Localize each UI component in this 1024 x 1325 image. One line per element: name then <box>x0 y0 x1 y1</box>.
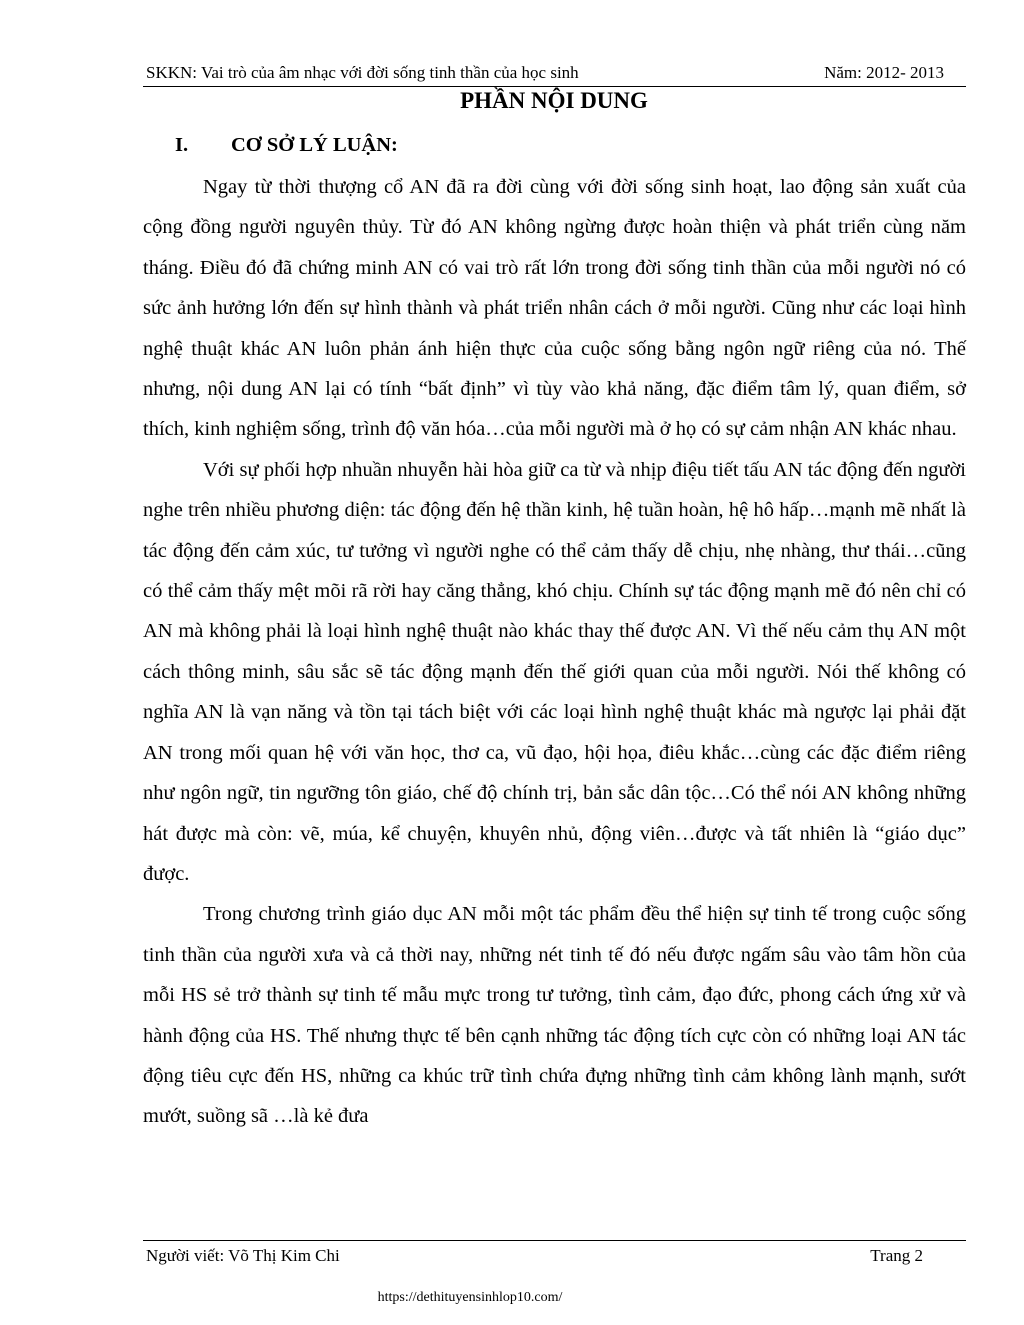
section-title: PHẦN NỘI DUNG <box>460 88 648 113</box>
page-footer <box>143 1240 966 1265</box>
page-header <box>143 62 966 87</box>
heading-text: CƠ SỞ LÝ LUẬN: <box>231 134 398 156</box>
paragraph-1: Ngay từ thời thượng cổ AN đã ra đời cùng với đời sống sinh hoạt, lao động sản xuất của cộng đồng người nguyên thủy. Từ đó AN không ngừng được hoàn thiện và phát triển cùng năm tháng. Điều đó đã chứng minh AN có vai trò rất lớn trong đời sống tinh thần của mỗi người nó có sức ảnh hưởng lớn đến sự hình thành và phát triển nhân cách ở mỗi người. Cũng như các loại hình nghệ thuật khác AN luôn phản ánh hiện thực của cuộc sống bằng ngôn ngữ riêng của nó. Thế nhưng, nội dung AN lại có tính “bất định” vì tùy vào khả năng, đặc điểm tâm lý, quan điểm, sở thích, kinh nghiệm sống, trình độ văn hóa…của mỗi người mà ở họ có sự cảm nhận AN khác nhau. <box>143 176 966 441</box>
paragraph-2: Với sự phối hợp nhuần nhuyễn hài hòa giữ ca từ và nhịp điệu tiết tấu AN tác động đến người nghe trên nhiều phương diện: tác động đến hệ thần kinh, hệ tuần hoàn, hệ hô hấp…mạnh mẽ nhất là tác động đến cảm xúc, tư tưởng vì người nghe có thể cảm thấy dễ chịu, nhẹ nhàng, thư thái…cũng có thể cảm thấy mệt mõi rã rời hay căng thẳng, khó chịu. Chính sự tác động mạnh mẽ đó nên chỉ có AN mà không phải là loại hình nghệ thuật nào khác thay thế được AN. Vì thế nếu cảm thụ AN một cách thông minh, sâu sắc sẽ tác động mạnh đến thế giới quan của mỗi người. Nói thế không có nghĩa AN là vạn năng và tồn tại tách biệt với các loại hình nghệ thuật khác mà ngược lại phải đặt AN trong mối quan hệ với văn học, thơ ca, vũ đạo, hội họa, điêu khắc…cùng các đặc điểm riêng như ngôn ngữ, tin ngưỡng tôn giáo, chế độ chính trị, bản sắc dân tộc…Có thể nói AN không những hát được mà còn: vẽ, múa, kể chuyện, khuyên nhủ, động viên…được và tất nhiên là “giáo dục” được. <box>143 458 966 885</box>
paragraph-3: Trong chương trình giáo dục AN mỗi một tác phẩm đều thể hiện sự tinh tế trong cuộc sống tinh thần của người xưa và cả thời nay, những nét tinh tế đó nếu được ngấm sâu vào tâm hồn của mỗi HS sẻ trở thành sự tinh tế mẫu mực trong tư tưởng, tình cảm, đạo đức, phong cách ứng xử và hành động của HS. Thế nhưng thực tế bên cạnh những tác động tích cực còn có những loại AN tác động tiêu cực đến HS, những ca khúc trữ tình chứa đựng những tình cảm không lành mạnh, sướt mướt, suồng sã …là kẻ đưa <box>143 903 966 1128</box>
footer-page-number: Trang 2 <box>870 1246 923 1265</box>
header-school-year: Năm: 2012- 2013 <box>824 63 944 82</box>
footer-author: Người viết: Võ Thị Kim Chi <box>146 1246 340 1265</box>
body-text <box>143 167 966 1137</box>
header-document-title: SKKN: Vai trò của âm nhạc với đời sống tinh thần của học sinh <box>146 63 579 82</box>
heading-number: I. <box>175 134 189 156</box>
source-url-link[interactable]: https://dethituyensinhlop10.com/ <box>377 1290 563 1305</box>
